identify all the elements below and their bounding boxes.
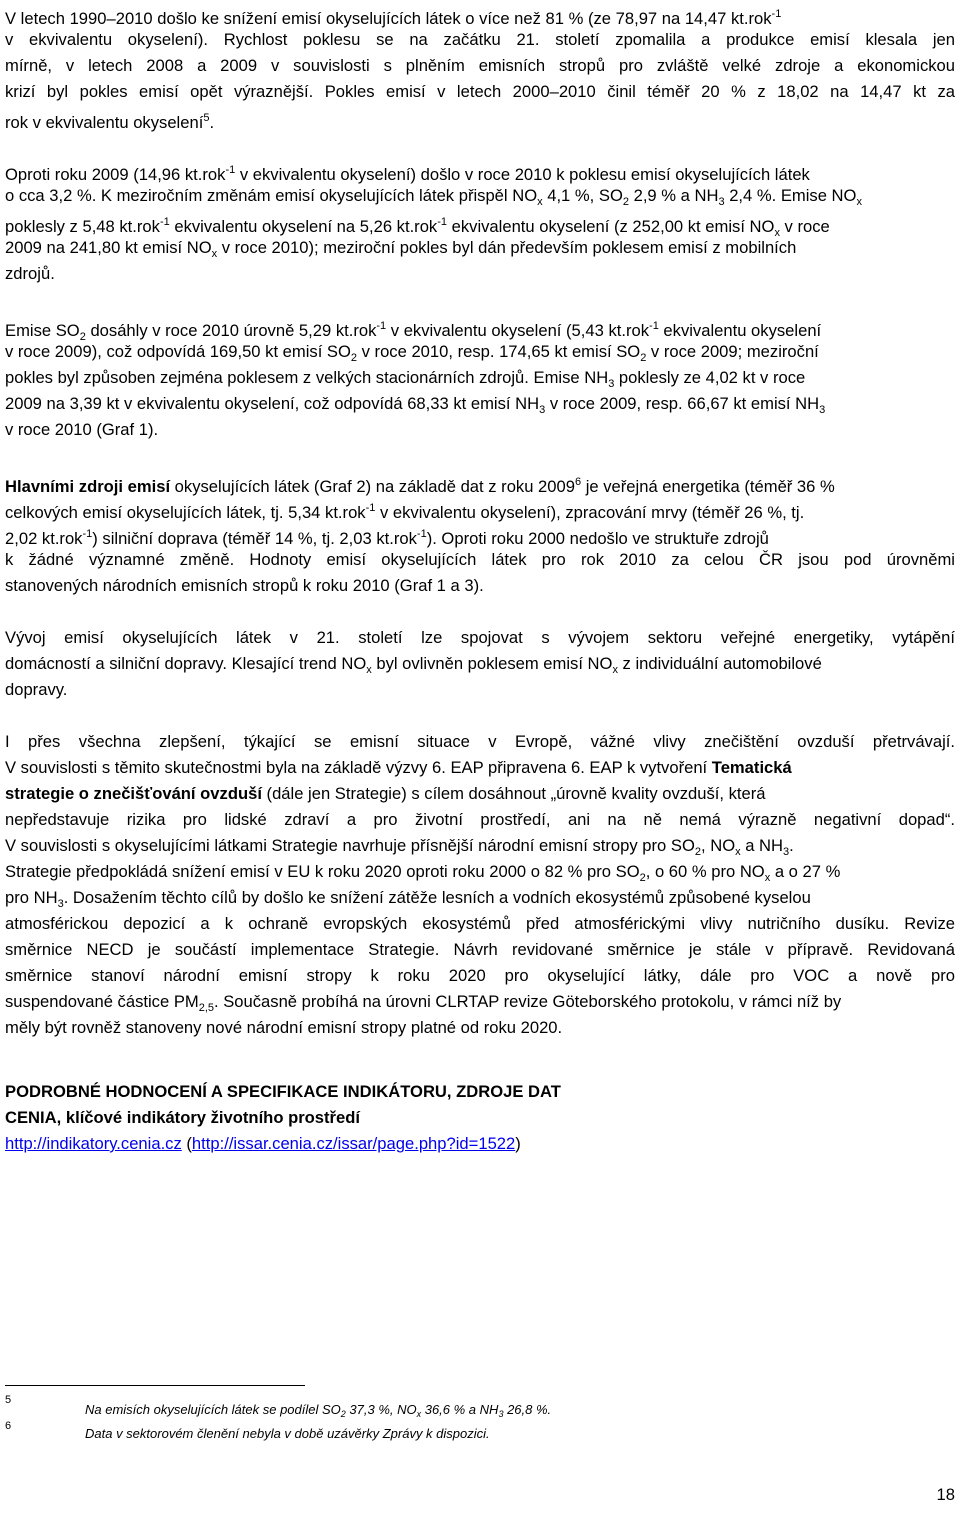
page-number: 18 — [936, 1485, 955, 1504]
text-line — [5, 992, 841, 1018]
text-line — [5, 966, 955, 986]
text-line — [5, 576, 484, 596]
text-line — [5, 368, 805, 394]
footnote-mark-6: 6 — [5, 1420, 12, 1432]
text-span: poklesly z 5,48 kt.rok — [5, 217, 160, 236]
text-line — [5, 524, 769, 549]
text-span: V souvislosti s těmito skutečnostmi byla na základě výzvy 6. EAP připravena 6. EAP k vytvoření — [5, 758, 712, 777]
subscript: 2,5 — [198, 1002, 215, 1014]
text-span: celkových emisí okyselujících látek, tj. 5,34 kt.rok — [5, 503, 366, 522]
text-span: zdrojů. — [5, 264, 55, 283]
text-span: 2,9 % a NH — [628, 186, 719, 205]
subscript: 2 — [340, 1409, 346, 1419]
subscript: x — [856, 196, 862, 208]
text-span: ekvivalentu okyselení na 5,26 kt.rok — [169, 217, 438, 236]
text-line — [5, 862, 840, 888]
text-span: V letech 1990–2010 došlo ke snížení emisí okyselujících látek o více než 81 % (ze 78,97 na 14,47 kt.rok — [5, 9, 772, 28]
text-span: (dále jen Strategie) s cílem dosáhnout „úrovně kvality ovzduší, která — [261, 784, 766, 803]
text-span: 2009 na 3,39 kt v ekvivalentu okyselení, což odpovídá 68,33 kt emisí NH — [5, 394, 540, 413]
text-span: . Dosažením těchto cílů by došlo ke snížení zátěže lesních a vodních ekosystémů způsobené kyselou — [63, 888, 811, 907]
text-span: 2,4 %. Emise NO — [724, 186, 857, 205]
text-span: okyselujících látek (Graf 2) na základě dat z roku 2009 — [170, 477, 575, 496]
text-span: v roce 2010 (Graf 1). — [5, 420, 159, 439]
text-span: ekvivalentu okyselení (z 252,00 kt emisí NO — [447, 217, 775, 236]
subscript: x — [735, 846, 741, 858]
text-span: Data v sektorovém členění nebyla v době uzávěrky Zprávy k dispozici. — [85, 1426, 490, 1441]
text-span: 4,1 %, SO — [542, 186, 623, 205]
superscript: -1 — [437, 216, 448, 228]
text-span: krizí byl pokles emisí opět výraznější. Pokles emisí v letech 2000–2010 činil téměř 20 % z 18,02 na 14,47 kt za — [5, 82, 955, 101]
text-line — [5, 940, 955, 960]
text-span: rok v ekvivalentu okyselení — [5, 113, 204, 132]
subscript: x — [211, 248, 218, 260]
text-span: dopravy. — [5, 680, 68, 699]
subscript: x — [774, 227, 780, 239]
text-line — [5, 30, 955, 50]
text-line — [5, 186, 862, 212]
text-line — [5, 238, 796, 264]
text-line — [5, 498, 804, 523]
text-span: ( — [181, 1134, 192, 1153]
superscript: -1 — [376, 320, 387, 332]
text-span: v roce 2009), což odpovídá 169,50 kt emisí SO — [5, 342, 351, 361]
text-span: mírně, v letech 2008 a 2009 v souvislosti s plněním emisních stropů pro zvláště velké zdroje a ekonomickou — [5, 56, 955, 75]
text-span: Na emisích okyselujících látek se podílel SO — [85, 1402, 341, 1417]
text-span: . — [789, 836, 794, 855]
text-line — [5, 342, 819, 368]
text-span: 36,6 % a NH — [421, 1402, 499, 1417]
text-span: stanovených národních emisních stropů k roku 2010 (Graf 1 a 3). — [5, 576, 484, 595]
subscript: 3 — [783, 846, 790, 858]
subscript: 3 — [819, 404, 826, 416]
text-span: k žádné významné změně. Hodnoty emisí okyselujících látek pro rok 2010 za celou ČR jsou pod úrovněmi — [5, 550, 955, 569]
subscript: 2 — [350, 352, 358, 364]
links-line — [5, 1134, 521, 1154]
text-line — [5, 56, 955, 76]
subscript: x — [366, 664, 372, 676]
subscript: 3 — [718, 196, 725, 208]
footnote-ref[interactable]: 6 — [574, 476, 582, 488]
bold-term: Tematická — [711, 758, 792, 777]
text-span: Strategie předpokládá snížení emisí v EU k roku 2020 oproti roku 2000 o 82 % pro SO — [5, 862, 640, 881]
text-span: a o 27 % — [770, 862, 841, 881]
footnote-ref[interactable]: 5 — [203, 112, 210, 124]
text-span: v ekvivalentu okyselení) došlo v roce 2010 k poklesu emisí okyselujících látek — [235, 165, 810, 184]
text-span: v ekvivalentu okyselení), zpracování mrvy (téměř 26 %, tj. — [375, 503, 805, 522]
text-span: ). Oproti roku 2000 nedošlo ve struktuře zdrojů — [426, 529, 769, 548]
text-span: nepředstavuje rizika pro lidské zdraví a pro životní prostředí, ani na ně nemá výrazně negativní dopad“. — [5, 810, 955, 829]
bold-term: Hlavními zdroji emisí — [5, 477, 171, 496]
text-span: . Současně probíhá na úrovni CLRTAP revize Göteborského protokolu, v rámci níž by — [214, 992, 842, 1011]
text-line — [5, 160, 810, 185]
superscript: -1 — [225, 164, 236, 176]
subscript: x — [416, 1409, 422, 1419]
text-span: Emise SO — [5, 321, 80, 340]
subscript: 3 — [498, 1409, 504, 1419]
text-span: PODROBNÉ HODNOCENÍ A SPECIFIKACE INDIKÁTORU, ZDROJE DAT — [5, 1082, 561, 1101]
bold-term: strategie o znečišťování ovzduší — [5, 784, 262, 803]
text-line — [5, 732, 955, 752]
indikatory-link[interactable]: http://indikatory.cenia.cz — [5, 1134, 182, 1153]
superscript: -1 — [649, 320, 659, 332]
text-line — [5, 888, 811, 914]
text-span: ) — [515, 1134, 521, 1153]
text-span: atmosférickou depozicí a k ochraně evropských ekosystémů před atmosférickými vlivy nutričního dusíku. Revize — [5, 914, 955, 933]
subscript: 2 — [640, 352, 647, 364]
superscript: -1 — [365, 502, 376, 514]
text-span: v roce — [779, 217, 830, 236]
section-heading — [5, 1082, 561, 1102]
text-span: je veřejná energetika (téměř 36 % — [581, 477, 835, 496]
text-span: ) silniční doprava (téměř 14 %, tj. 2,03 kt.rok — [92, 529, 417, 548]
subscript: 2 — [639, 872, 646, 884]
text-span: ekvivalentu okyselení — [658, 321, 822, 340]
text-span: z individuální automobilové — [617, 654, 822, 673]
subscript: 2 — [622, 196, 629, 208]
text-span: V souvislosti s okyselujícími látkami Strategie navrhuje přísnější národní emisní stropy pro SO — [5, 836, 695, 855]
text-line — [5, 628, 955, 648]
text-span: v roce 2009, resp. 66,67 kt emisí NH — [545, 394, 820, 413]
text-line — [5, 836, 794, 862]
text-span: byl ovlivněn poklesem emisí NO — [371, 654, 613, 673]
subscript: x — [612, 664, 618, 676]
text-span: Oproti roku 2009 (14,96 kt.rok — [5, 165, 226, 184]
text-line — [5, 810, 955, 830]
text-line — [5, 264, 55, 284]
text-span: CENIA, klíčové indikátory životního prostředí — [5, 1108, 360, 1127]
text-line — [5, 394, 825, 420]
text-line — [5, 758, 792, 778]
text-span: . — [209, 113, 215, 132]
superscript: -1 — [416, 528, 427, 540]
section-heading — [5, 1108, 360, 1128]
superscript: -1 — [159, 216, 170, 228]
text-span: suspendované částice PM — [5, 992, 199, 1011]
issar-link[interactable]: http://issar.cenia.cz/issar/page.php?id=1522 — [191, 1134, 516, 1153]
text-line — [5, 1018, 562, 1038]
text-span: Vývoj emisí okyselujících látek v 21. století lze spojovat s vývojem sektoru veřejné energetiky, vytápění — [5, 628, 955, 647]
text-span: poklesly ze 4,02 kt v roce — [614, 368, 806, 387]
text-line — [5, 784, 766, 804]
text-span: v roce 2009; meziroční — [646, 342, 819, 361]
text-line — [5, 472, 835, 497]
text-span: 2,02 kt.rok — [5, 529, 83, 548]
subscript: x — [537, 196, 543, 208]
text-span: v ekvivalentu okyselení). Rychlost poklesu se na začátku 21. století zpomalila a produkce emisí klesala jen — [5, 30, 955, 49]
text-span: I přes všechna zlepšení, týkající se emisní situace v Evropě, vážné vlivy znečištění ovzduší přetrvávají. — [5, 732, 955, 751]
text-span: domácností a silniční dopravy. Klesající trend NO — [5, 654, 367, 673]
text-line — [5, 4, 955, 29]
text-span: o cca 3,2 %. K meziročním změnám emisí okyselujících látek přispěl NO — [5, 186, 538, 205]
text-span: 2009 na 241,80 kt emisí NO — [5, 238, 212, 257]
footnote-mark-5: 5 — [5, 1394, 12, 1406]
text-line — [5, 654, 822, 680]
text-line — [5, 550, 955, 570]
text-span: v roce 2010, resp. 174,65 kt emisí SO — [357, 342, 641, 361]
text-span: dosáhly v roce 2010 úrovně 5,29 kt.rok — [85, 321, 377, 340]
footnote-divider — [5, 1385, 305, 1386]
text-span: v ekvivalentu okyselení (5,43 kt.rok — [386, 321, 650, 340]
subscript: 2 — [79, 331, 86, 343]
text-span: a NH — [740, 836, 784, 855]
subscript: 3 — [539, 404, 546, 416]
text-line — [5, 420, 158, 440]
text-span: pro NH — [5, 888, 58, 907]
superscript: -1 — [771, 8, 782, 20]
text-span: měly být rovněž stanoveny nové národní emisní stropy platné od roku 2020. — [5, 1018, 563, 1037]
subscript: 2 — [694, 846, 701, 858]
subscript: 3 — [57, 898, 64, 910]
superscript: -1 — [82, 528, 93, 540]
text-span: , o 60 % pro NO — [645, 862, 765, 881]
text-line — [5, 82, 955, 102]
text-span: směrnice stanoví národní emisní stropy k roku 2020 pro okyselující látky, dále pro VOC a nově pro — [5, 966, 955, 985]
subscript: x — [764, 872, 771, 884]
subscript: 3 — [608, 378, 615, 390]
footnote-5 — [85, 1402, 551, 1422]
text-span: v roce 2010); meziroční pokles byl dán především poklesem emisí z mobilních — [217, 238, 797, 257]
text-span: 26,8 %. — [503, 1402, 552, 1417]
text-span: směrnice NECD je součástí implementace Strategie. Návrh revidované směrnice je stále v přípravě. Revidovaná — [5, 940, 955, 959]
text-line — [5, 680, 67, 700]
text-span: , NO — [700, 836, 736, 855]
text-span: pokles byl způsoben zejména poklesem z velkých stacionárních zdrojů. Emise NH — [5, 368, 609, 387]
text-line — [5, 108, 214, 133]
text-span: 37,3 %, NO — [345, 1402, 417, 1417]
text-line — [5, 914, 955, 934]
footnote-6 — [85, 1426, 490, 1442]
